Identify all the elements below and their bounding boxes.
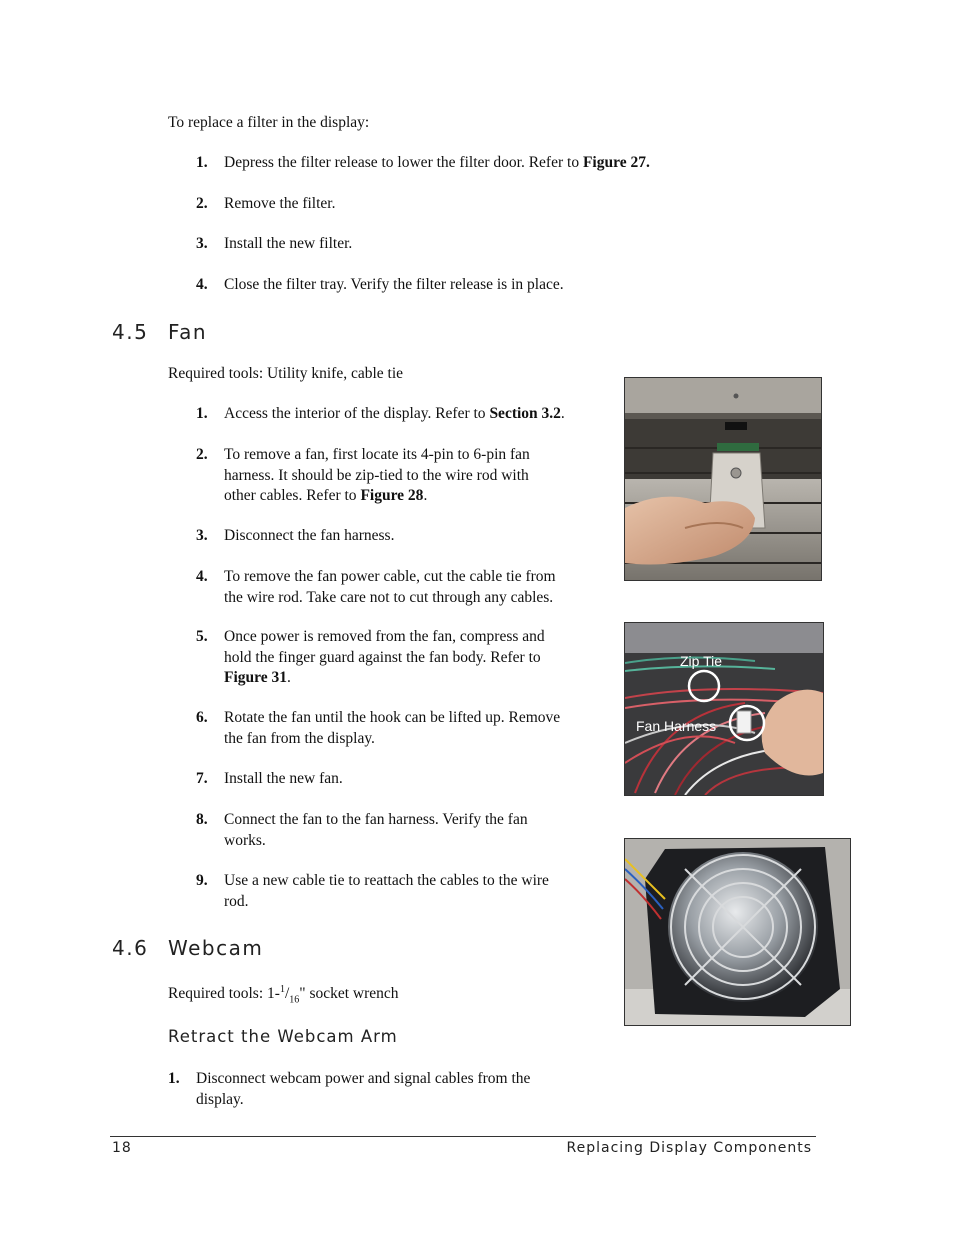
step-text: Install the new fan.	[224, 770, 343, 787]
fan-harness-label: Fan Harness	[636, 718, 717, 734]
step-number: 1.	[196, 405, 208, 422]
filter-release-photo	[624, 377, 822, 581]
section-number: 4.6	[112, 936, 149, 960]
required-tools: Required tools: $1-^1/_{16}$" socket wrench	[168, 984, 399, 1006]
step-number: 7.	[196, 770, 208, 787]
step-text-line: Once power is removed from the fan, compress and	[224, 628, 545, 645]
section-title: Fan	[168, 320, 208, 344]
step-text: Disconnect the fan harness.	[224, 527, 395, 544]
step-number: 4.	[196, 276, 208, 293]
step-text-line: To remove a fan, first locate its 4-pin to 6-pin fan	[224, 446, 530, 463]
step-number: 3.	[196, 235, 208, 252]
step-text-line: hold the finger guard against the fan body. Refer to	[224, 648, 541, 666]
section-title: Webcam	[168, 936, 264, 960]
step-text: Access the interior of the display. Refer to	[224, 405, 490, 422]
footer-section-title: Replacing Display Components	[566, 1140, 812, 1156]
step-number: 2.	[196, 446, 208, 463]
step-text-line: display.	[196, 1090, 244, 1108]
step-number: 9.	[196, 872, 208, 889]
step-number: 1.	[168, 1070, 180, 1087]
zip-tie-label: Zip Tie	[680, 653, 723, 669]
step-text-line: works.	[224, 831, 266, 849]
step-text-line: Use a new cable tie to reattach the cables to the wire	[224, 872, 549, 889]
step-text-line: Disconnect webcam power and signal cables from the	[196, 1070, 531, 1087]
subheading: Retract the Webcam Arm	[168, 1027, 398, 1046]
step-text-line: the wire rod. Take care not to cut through any cables.	[224, 588, 554, 606]
figure-ref: Figure 28	[360, 487, 424, 504]
step-text-line: the fan from the display.	[224, 729, 375, 747]
required-tools: Required tools: Utility knife, cable tie	[168, 365, 404, 382]
footer-divider	[110, 1136, 816, 1137]
step-text-line: Connect the fan to the fan harness. Verify the fan	[224, 811, 528, 828]
step-text: Install the new filter.	[224, 235, 353, 252]
step-text-line: rod.	[224, 892, 249, 910]
page-number: 18	[112, 1140, 132, 1156]
step-text: Depress the filter release to lower the filter door. Refer to	[224, 154, 583, 171]
step-number: 6.	[196, 709, 208, 726]
step-text-line: Rotate the fan until the hook can be lifted up. Remove	[224, 709, 561, 726]
step-number: 5.	[196, 628, 208, 645]
step-text: Remove the filter.	[224, 195, 336, 212]
step-number: 3.	[196, 527, 208, 544]
step-text-line: To remove the fan power cable, cut the cable tie from	[224, 568, 556, 585]
step-text-line: other cables. Refer to	[224, 487, 361, 504]
figure-ref: Figure 31	[224, 669, 287, 686]
fan-guard-photo	[624, 838, 851, 1026]
intro-text: To replace a filter in the display:	[168, 114, 370, 131]
step-number: 1.	[196, 154, 208, 171]
step-number: 4.	[196, 568, 208, 585]
section-ref: Section 3.2	[489, 405, 561, 422]
step-text-line: harness. It should be zip-tied to the wire rod with	[224, 466, 529, 484]
step-number: 2.	[196, 195, 208, 212]
step-text: Close the filter tray. Verify the filter release is in place.	[224, 276, 564, 293]
section-number: 4.5	[112, 320, 149, 344]
step-number: 8.	[196, 811, 208, 828]
figure-ref: Figure 27.	[582, 154, 650, 171]
fan-harness-photo	[624, 622, 824, 796]
